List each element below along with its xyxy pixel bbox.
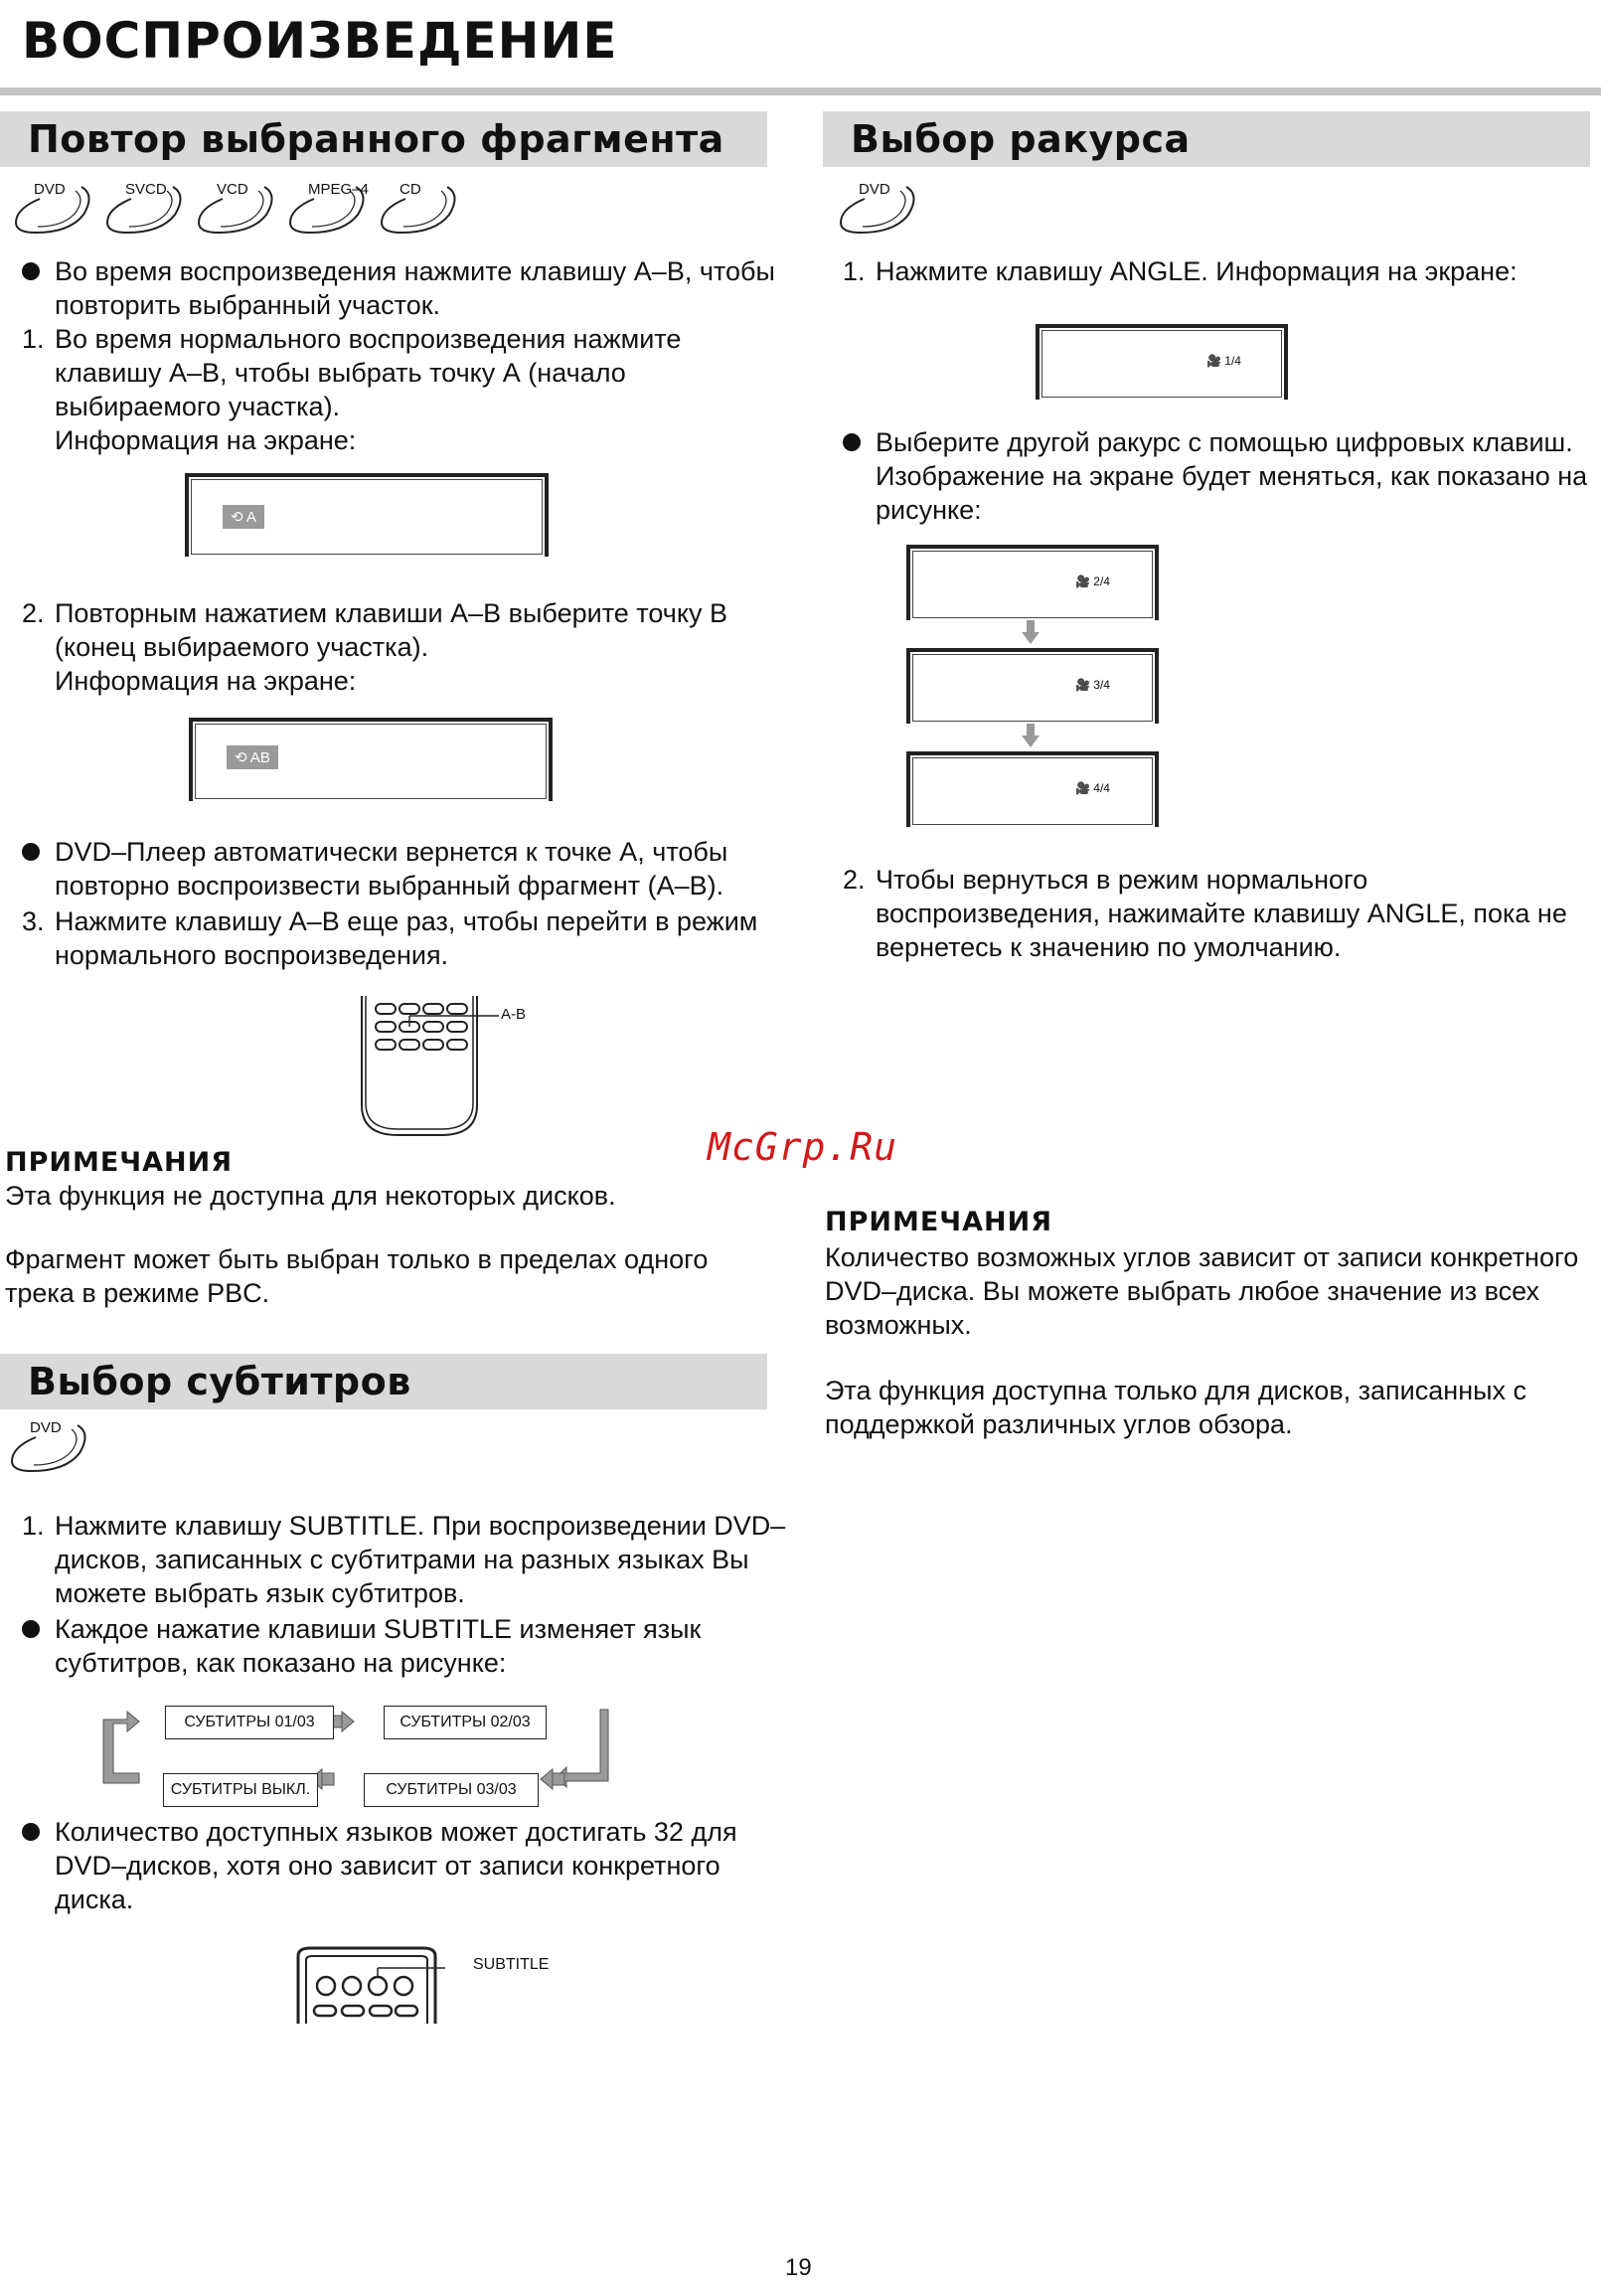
osd-angle-1: 🎥 1/4 xyxy=(1206,354,1241,368)
section-heading-subtitles xyxy=(0,1354,767,1409)
note-repeat-1: Эта функция не доступна для некоторых дисков. xyxy=(5,1181,616,1211)
bullet-text: Количество доступных языков может достигать 32 для DVD–дисков, хотя оно зависит от записи конкретного диска. xyxy=(55,1817,737,1914)
osd-repeat-ab: ⟲ AB xyxy=(227,745,278,769)
step-text: Нажмите клавишу ANGLE. Информация на экране: xyxy=(876,256,1518,286)
subtitle-state-3: СУБТИТРЫ 03/03 xyxy=(364,1773,539,1807)
bullet-icon xyxy=(22,1620,40,1638)
subtitle-bullet-1 xyxy=(22,1612,787,1680)
repeat-step-2 xyxy=(22,596,777,698)
disc-icon xyxy=(378,181,463,237)
step-number: 1. xyxy=(22,1511,45,1541)
down-arrow-icon xyxy=(1022,724,1040,752)
osd-angle-value: 2/4 xyxy=(1093,574,1110,588)
repeat-icon: ⟲ xyxy=(235,749,247,766)
subtitle-state-1: СУБТИТРЫ 01/03 xyxy=(165,1706,334,1739)
repeat-bullet-1 xyxy=(22,254,777,322)
bullet-icon xyxy=(843,433,861,451)
tv-screen-ab xyxy=(189,718,553,801)
section-heading-angle xyxy=(823,111,1590,167)
osd-angle-value: 3/4 xyxy=(1093,678,1110,692)
osd-angle xyxy=(1075,781,1110,795)
angle-step-1 xyxy=(843,254,1598,288)
disc-icon xyxy=(195,181,280,237)
step-number: 2. xyxy=(843,865,866,895)
page-title: ВОСПРОИЗВЕДЕНИЕ xyxy=(22,12,618,70)
note-repeat-2: Фрагмент может быть выбран только в пределах одного трека в режиме PBC. xyxy=(5,1244,709,1308)
subtitle-bullet-2 xyxy=(22,1815,787,1916)
remote-icon xyxy=(358,996,557,1137)
page-number: 19 xyxy=(785,2254,812,2281)
osd-angle xyxy=(1075,678,1110,692)
repeat-bullet-2 xyxy=(22,835,777,902)
disc-icon xyxy=(286,181,372,237)
camera-icon: 🎥 xyxy=(1206,354,1221,368)
bullet-text: Выберите другой ракурс с помощью цифровых клавиш. Изображение на экране будет меняться, как показано на рисунке: xyxy=(876,427,1588,525)
disc-icon xyxy=(103,181,189,237)
tv-screen-angle xyxy=(906,648,1159,724)
notes-heading-repeat: ПРИМЕЧАНИЯ xyxy=(5,1147,233,1178)
osd-angle-value: 4/4 xyxy=(1093,781,1110,795)
step-number: 1. xyxy=(22,324,45,354)
camera-icon: 🎥 xyxy=(1075,678,1090,692)
note-angle-2: Эта функция доступна только для дисков, записанных с поддержкой различных углов обзора. xyxy=(825,1376,1527,1439)
note-angle-1: Количество возможных углов зависит от записи конкретного DVD–диска. Вы можете выбрать любое значение из всех возможных. xyxy=(825,1242,1579,1340)
remote-ab-illustration xyxy=(358,996,557,1142)
section-title: Повтор выбранного фрагмента xyxy=(28,117,724,161)
disc-icon xyxy=(12,181,97,237)
remote-icon xyxy=(296,1946,445,2024)
subtitle-step-1 xyxy=(22,1509,787,1610)
step-info: Информация на экране: xyxy=(55,666,357,696)
title-rule xyxy=(0,87,1601,95)
step-number: 1. xyxy=(843,256,866,286)
watermark: McGrp.Ru xyxy=(708,1125,898,1169)
tv-screen-angle-1 xyxy=(1036,324,1288,400)
down-arrow-icon xyxy=(1022,620,1040,649)
section-title: Выбор субтитров xyxy=(28,1360,411,1403)
bullet-icon xyxy=(22,1823,40,1841)
bullet-text: Во время воспроизведения нажмите клавишу A–B, чтобы повторить выбранный участок. xyxy=(55,256,775,320)
bullet-text: Каждое нажатие клавиши SUBTITLE изменяет язык субтитров, как показано на рисунке: xyxy=(55,1614,702,1678)
step-text: Во время нормального воспроизведения нажмите клавишу А–В, чтобы выбрать точку А (начало выбираемого участка). xyxy=(55,324,682,421)
subtitle-cycle-diagram xyxy=(99,1702,616,1801)
camera-icon: 🎥 xyxy=(1075,781,1090,795)
remote-label-ab: A-B xyxy=(501,1006,527,1023)
bullet-icon xyxy=(22,843,40,861)
step-text: Нажмите клавишу SUBTITLE. При воспроизведении DVD–дисков, записанных с субтитрами на разных языках Вы можете выбрать язык субтитров. xyxy=(55,1511,786,1608)
disc-label: VCD xyxy=(217,181,248,198)
bullet-text: DVD–Плеер автоматически вернется к точке А, чтобы повторно воспроизвести выбранный фрагмент (А–В). xyxy=(55,837,728,901)
tv-screen-angle xyxy=(906,545,1159,620)
osd-angle xyxy=(1075,574,1110,588)
tv-screen-angle xyxy=(906,751,1159,827)
disc-icon xyxy=(837,181,922,237)
disc-label: SVCD xyxy=(125,181,167,198)
angle-bullet-1 xyxy=(843,425,1598,527)
disc-label: DVD xyxy=(34,181,66,198)
notes-heading-angle: ПРИМЕЧАНИЯ xyxy=(825,1207,1052,1237)
disc-icon xyxy=(8,1419,93,1475)
bullet-icon xyxy=(22,262,40,280)
repeat-step-1 xyxy=(22,322,777,457)
step-number: 2. xyxy=(22,598,45,628)
angle-step-2 xyxy=(843,863,1598,964)
remote-label-subtitle: SUBTITLE xyxy=(473,1956,550,1973)
step-text: Нажмите клавишу А–В еще раз, чтобы перейти в режим нормального воспроизведения. xyxy=(55,906,758,970)
step-info: Информация на экране: xyxy=(55,425,357,455)
camera-icon: 🎥 xyxy=(1075,574,1090,588)
repeat-step-3 xyxy=(22,904,777,972)
tv-screen-a xyxy=(185,473,549,557)
osd-repeat-a: ⟲ A xyxy=(223,505,264,529)
disc-label: MPEG–4 xyxy=(308,181,369,198)
disc-label: CD xyxy=(400,181,421,198)
section-title: Выбор ракурса xyxy=(851,117,1191,161)
subtitle-state-off: СУБТИТРЫ ВЫКЛ. xyxy=(163,1773,318,1807)
repeat-icon: ⟲ xyxy=(231,509,243,526)
disc-label: DVD xyxy=(30,1419,62,1436)
remote-subtitle-illustration xyxy=(296,1946,550,2029)
disc-label: DVD xyxy=(859,181,890,198)
step-number: 3. xyxy=(22,906,45,936)
step-text: Чтобы вернуться в режим нормального воспроизведения, нажимайте клавишу ANGLE, пока не вернетесь к значению по умолчанию. xyxy=(876,865,1567,962)
subtitle-state-2: СУБТИТРЫ 02/03 xyxy=(384,1706,547,1739)
step-text: Повторным нажатием клавиши А–В выберите точку В (конец выбираемого участка). xyxy=(55,598,727,662)
section-heading-repeat xyxy=(0,111,767,167)
